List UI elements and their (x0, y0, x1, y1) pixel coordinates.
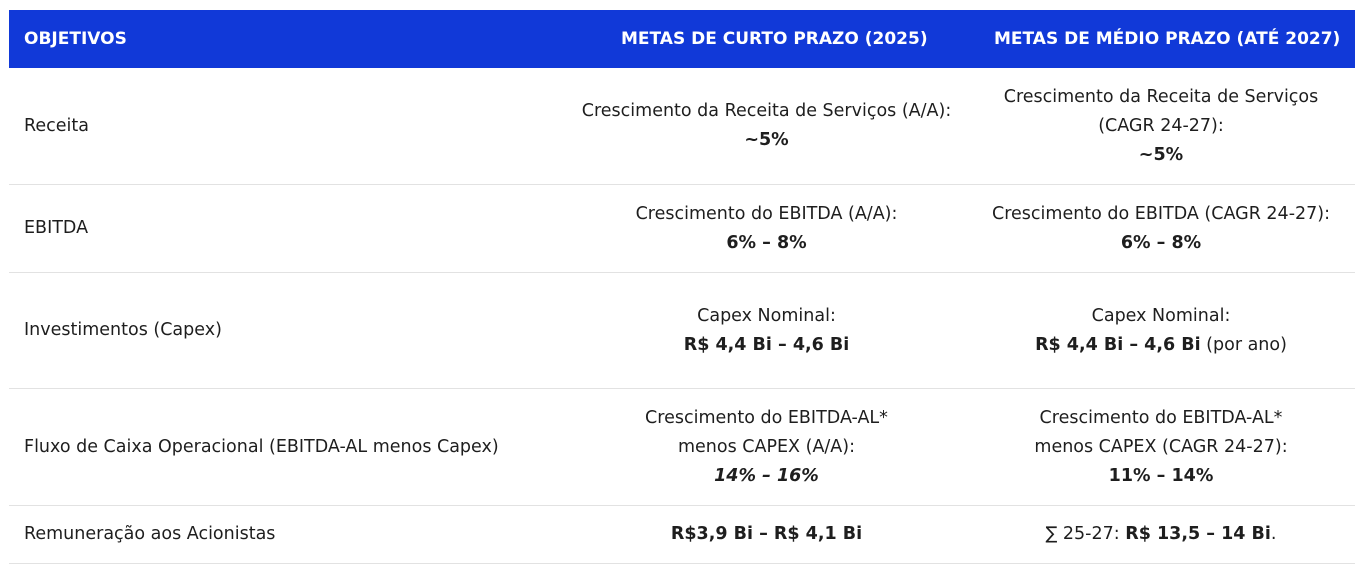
short-term-text: Crescimento do EBITDA-AL* (645, 407, 888, 428)
mid-term-text-2: menos CAPEX (CAGR 24-27): (1034, 436, 1288, 457)
mid-term-cell (971, 273, 1351, 388)
mid-term-text: Crescimento do EBITDA (CAGR 24-27): (992, 203, 1330, 224)
objective-cell (24, 506, 584, 563)
mid-term-text: Crescimento da Receita de Serviços (1003, 86, 1319, 107)
short-term-cell (564, 185, 969, 272)
mid-term-value: R$ 13,5 – 14 Bi (1125, 524, 1271, 544)
mid-term-text-2: (CAGR 24-27): (1098, 115, 1224, 136)
objective-cell (24, 273, 584, 388)
mid-term-suffix: . (1270, 524, 1277, 544)
short-term-cell (564, 273, 969, 388)
mid-term-value: ~5% (1138, 144, 1184, 165)
table-row (9, 389, 1355, 506)
table-row (9, 273, 1355, 389)
short-term-text: Capex Nominal: (697, 305, 836, 326)
short-term-cell (564, 68, 969, 184)
short-term-value: R$3,9 Bi – R$ 4,1 Bi (670, 524, 863, 544)
mid-term-text: Capex Nominal: (1091, 305, 1231, 326)
short-term-value: R$ 4,4 Bi – 4,6 Bi (683, 334, 850, 355)
mid-term-cell (971, 68, 1351, 184)
objective-label: Remuneração aos Acionistas (24, 524, 276, 544)
header-objectives: OBJETIVOS (24, 29, 127, 49)
objective-cell (24, 389, 584, 505)
objective-cell (24, 185, 584, 272)
short-term-value: 6% – 8% (726, 232, 807, 253)
table-row (9, 506, 1355, 564)
short-term-value: 14% – 16% (714, 465, 819, 486)
table-row (9, 68, 1355, 185)
objective-label: Receita (24, 115, 89, 136)
short-term-text: Crescimento da Receita de Serviços (A/A): (581, 101, 952, 121)
mid-term-value: 11% – 14% (1108, 465, 1214, 486)
objective-label: EBITDA (24, 218, 89, 238)
mid-term-cell (971, 185, 1351, 272)
goals-table (9, 10, 1355, 544)
header-mid-term: METAS DE MÉDIO PRAZO (ATÉ 2027) (994, 29, 1341, 49)
table-header (9, 10, 1355, 68)
objective-label: Fluxo de Caixa Operacional (EBITDA-AL menos Capex) (24, 436, 499, 457)
mid-term-suffix: (por ano) (1200, 334, 1287, 355)
table-row (9, 185, 1355, 273)
short-term-text: Crescimento do EBITDA (A/A): (635, 203, 898, 224)
mid-term-value: R$ 4,4 Bi – 4,6 Bi (1035, 334, 1201, 355)
mid-term-cell (971, 506, 1351, 563)
mid-term-value: 6% – 8% (1120, 232, 1202, 253)
objective-label: Investimentos (Capex) (24, 320, 222, 340)
short-term-text-2: menos CAPEX (A/A): (677, 436, 856, 457)
mid-term-cell (971, 389, 1351, 505)
header-short-term: METAS DE CURTO PRAZO (2025) (621, 29, 928, 49)
short-term-value: ~5% (744, 130, 789, 150)
short-term-cell (564, 389, 969, 505)
short-term-cell (564, 506, 969, 563)
mid-term-prefix: ∑ 25-27: (1045, 524, 1126, 544)
mid-term-text: Crescimento do EBITDA-AL* (1039, 407, 1283, 428)
objective-cell (24, 68, 584, 184)
